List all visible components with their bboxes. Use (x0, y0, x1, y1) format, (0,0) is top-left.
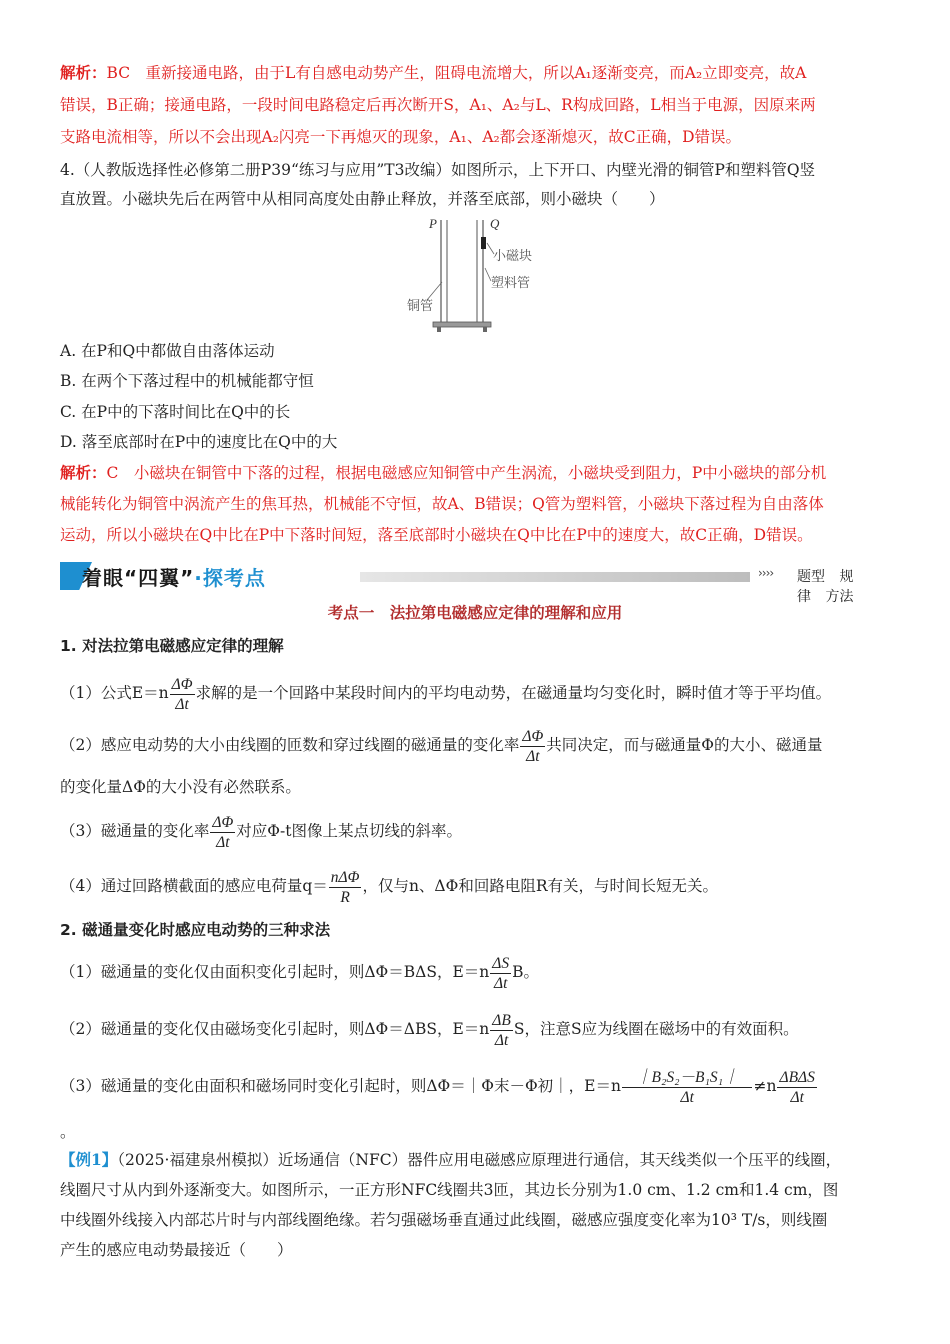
numerator: ΔΦ (522, 727, 544, 745)
q4-analysis-line-1 (60, 463, 826, 483)
numerator: ΔΦ (171, 675, 193, 693)
magnet-block (481, 237, 486, 249)
analysis-text: BC 重新接通电路，由于L有自感电动势产生，阻碍电流增大，所以A₁逐渐变亮，而A₂立即变亮，故A (106, 64, 807, 82)
analysis-label: 解析： (60, 63, 107, 82)
denominator: Δt (494, 1031, 509, 1049)
fraction-dphi-dt (170, 675, 195, 714)
fraction-ndphi-r (329, 868, 362, 907)
option-b: B. 在两个下落过程中的机械能都守恒 (60, 372, 314, 390)
numerator: ΔΦ (212, 813, 234, 831)
text: （3）磁通量的变化率 (60, 822, 210, 840)
part1-item-3 (60, 811, 462, 852)
base-plate (433, 322, 491, 327)
option-a: A. 在P和Q中都做自由落体运动 (60, 342, 275, 360)
numerator: ΔBΔS (779, 1068, 815, 1086)
denominator: R (340, 888, 350, 906)
q3-analysis-line-3: 支路电流相等，所以不会出现A₂闪亮一下再熄灭的现象，A₁、A₂都会逐渐熄灭，故C正确，D错误。 (60, 128, 742, 146)
example-1-line-2: 线圈尺寸从内到外逐渐变大。如图所示，一正方形NFC线圈共3匝，其边长分别为1.0 cm、1.2 cm和1.4 cm，图 (60, 1181, 839, 1199)
text: （1）磁通量的变化仅由面积变化引起时，则ΔΦ＝BΔS，E＝n (60, 963, 490, 981)
example-text: （2025·福建泉州模拟）近场通信（NFC）器件应用电磁感应原理进行通信，其天线类似一个压平的线圈， (117, 1151, 842, 1169)
text: 共同决定，而与磁通量Φ的大小、磁通量 (546, 736, 823, 754)
part1-item-2 (60, 725, 823, 766)
section-banner (60, 560, 860, 605)
denominator: Δt (790, 1088, 804, 1106)
base-foot-right (483, 327, 487, 332)
text: S，注意S应为线圈在磁场中的有效面积。 (513, 1020, 799, 1038)
analysis-text: C 小磁块在铜管中下落的过程，根据电磁感应知铜管中产生涡流，小磁块受到阻力，P中小磁块的部分机 (106, 464, 827, 482)
example-1-line-3: 中线圈外线接入内部芯片时与内部线圈绝缘。若匀强磁场垂直通过此线圈，磁感应强度变化率为10³ T/s，则线圈 (60, 1211, 828, 1229)
banner-title-b: ·探考点 (194, 566, 266, 590)
section-title: 考点一 法拉第电磁感应定律的理解和应用 (327, 604, 623, 622)
tube-figure (395, 212, 555, 337)
option-c: C. 在P中的下落时间比在Q中的长 (60, 403, 291, 421)
banner-title (82, 562, 266, 591)
copper-label: 铜管 (407, 299, 434, 314)
label-q: Q (490, 216, 500, 231)
denominator: Δt (680, 1088, 694, 1106)
part2-item-2 (60, 1009, 799, 1050)
q4-analysis-line-3: 运动，所以小磁块在Q中比在P中下落时间短，落至底部时小磁块在Q中比在P中的速度大，故C正确，D错误。 (60, 526, 813, 544)
banner-arrows: ›››› (758, 566, 774, 580)
text: （4）通过回路横截面的感应电荷量q＝ (60, 877, 328, 895)
magnet-label: 小磁块 (493, 249, 533, 264)
q4-analysis-line-2: 械能转化为铜管中涡流产生的焦耳热，机械能不守恒，故A、B错误；Q管为塑料管，小磁块下落过程为自由落体 (60, 495, 824, 513)
fraction-dphi-dt (520, 727, 545, 766)
question-4-stem-line-1 (60, 160, 815, 180)
text: （2）磁通量的变化仅由磁场变化引起时，则ΔΦ＝ΔBS，E＝n (60, 1020, 490, 1038)
numerator: ｜B₂S₂－B₁S₁｜ (622, 1068, 753, 1088)
question-number: 4. (60, 161, 75, 179)
denominator: Δt (493, 974, 508, 992)
banner-title-a: 着眼“四翼” (82, 566, 195, 590)
text: B。 (512, 963, 540, 981)
option-d: D. 落至底部时在P中的速度比在Q中的大 (60, 433, 338, 451)
part2-heading: 2. 磁通量变化时感应电动势的三种求法 (60, 921, 331, 939)
example-1-line-1 (60, 1150, 841, 1170)
part1-item-4 (60, 866, 718, 907)
fraction-dbds-dt (777, 1068, 816, 1107)
numerator: nΔΦ (330, 868, 360, 886)
text: （2）感应电动势的大小由线圈的匝数和穿过线圈的磁通量的变化率 (60, 736, 520, 754)
q3-analysis-line-2: 错误，B正确；接通电路，一段时间电路稳定后再次断开S，A₁、A₂与L、R构成回路，L相当于电源，因原来两 (60, 96, 816, 114)
numerator: ΔS (492, 954, 510, 972)
fraction-db-dt (490, 1011, 513, 1050)
banner-bar (360, 572, 750, 582)
plastic-label: 塑料管 (491, 276, 531, 291)
fraction-dphi-dt (210, 813, 235, 852)
analysis-label: 解析： (60, 463, 107, 482)
numerator: ΔB (492, 1011, 511, 1029)
text: 求解的是一个回路中某段时间内的平均电动势，在磁通量均匀变化时，瞬时值才等于平均值。 (195, 684, 832, 702)
question-source: （人教版选择性必修第二册P39“练习与应用”T3改编） (74, 161, 451, 179)
label-p: P (429, 216, 437, 231)
part1-item-1 (60, 673, 831, 714)
part2-item-3 (60, 1066, 818, 1107)
part1-heading: 1. 对法拉第电磁感应定律的理解 (60, 637, 284, 655)
text: ≠n (753, 1077, 777, 1095)
text: ，仅与n、ΔΦ和回路电阻R有关，与时间长短无关。 (362, 877, 719, 895)
fraction-ds-dt (490, 954, 511, 993)
denominator: Δt (175, 695, 189, 713)
denominator: Δt (216, 833, 230, 851)
question-4-stem-line-2: 直放置。小磁块先后在两管中从相同高度处由静止释放，并落至底部，则小磁块（ ） (60, 190, 665, 208)
example-tag: 【例1】 (60, 1150, 118, 1169)
part1-item-2-cont: 的变化量ΔΦ的大小没有必然联系。 (60, 778, 301, 796)
denominator: Δt (526, 747, 540, 765)
base-foot-left (437, 327, 441, 332)
question-stem: 如图所示，上下开口、内壁光滑的铜管P和塑料管Q竖 (451, 161, 816, 179)
banner-tags: 题型 规律 方法 (797, 569, 854, 605)
text: （1）公式E＝n (60, 684, 169, 702)
example-1-line-4: 产生的感应电动势最接近（ ） (60, 1241, 293, 1259)
text: 对应Φ-t图像上某点切线的斜率。 (236, 822, 462, 840)
copper-leader (427, 282, 442, 300)
part2-item-3-end: 。 (60, 1123, 76, 1141)
fraction-b2s2-b1s1-dt (622, 1068, 753, 1107)
q3-analysis-line-1 (60, 63, 806, 83)
part2-item-1 (60, 952, 539, 993)
text: （3）磁通量的变化由面积和磁场同时变化引起时，则ΔΦ＝｜Φ末－Φ初｜，E＝n (60, 1077, 621, 1095)
